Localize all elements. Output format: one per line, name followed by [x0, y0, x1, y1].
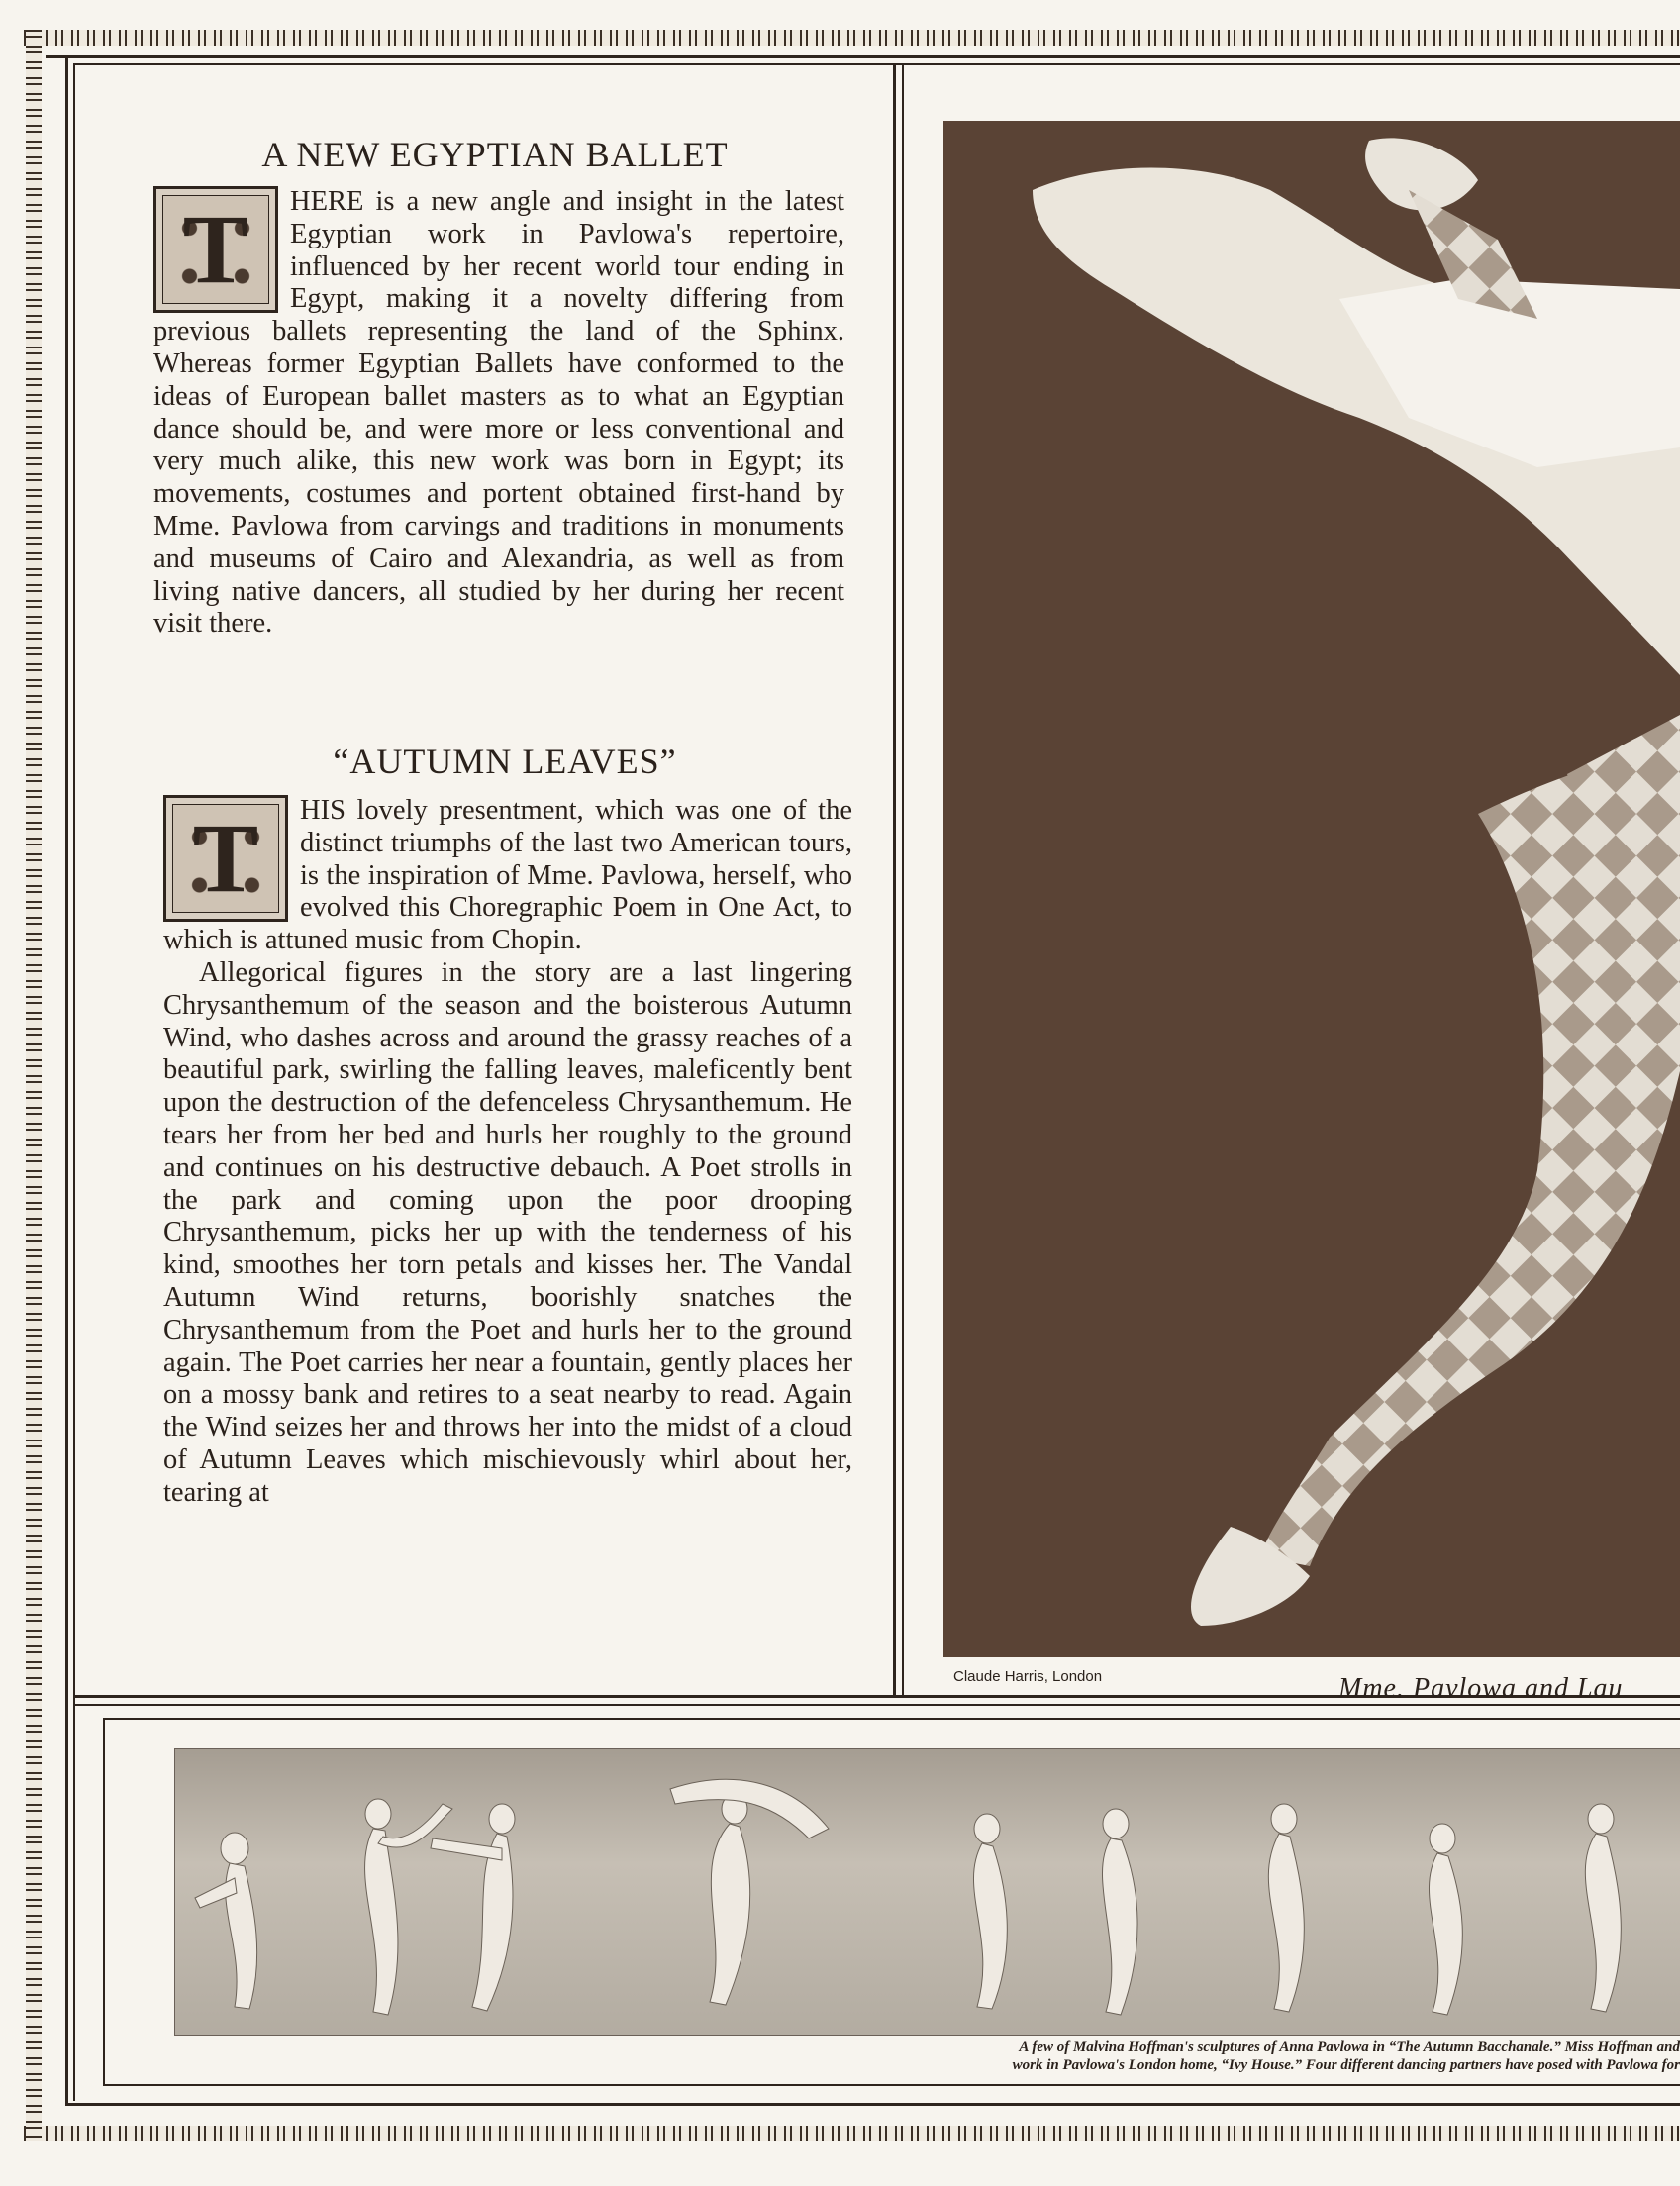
outer-frame-left-rule	[65, 55, 68, 2105]
dropcap-letter: T	[182, 194, 249, 304]
left-border	[26, 30, 42, 2141]
outer-frame-top-rule	[46, 55, 1680, 58]
paragraph-autumn-leaves-story: Allegorical figures in the story are a last lingering Chrysanthemum of the season and the boisterous Autumn Wind, who dashes across and around the grassy reaches of a beautiful park, swirling the falling leaves, maleficently bent upon the destruction of the defenceless Chrysanthemum. He tears her from her bed and hurls her roughly to the ground and continues on his destructive debauch. A Poet strolls in the park and coming upon the poor drooping Chrysanthemum, picks her up with the tenderness of his kind, smoothes her torn petals and kisses her. The Vandal Autumn Wind returns, boorishly snatches the Chrysanthemum from the Poet and hurls her to the ground again. The Poet carries her near a fountain, gently places her on a mossy bank and retires to a seat nearby to read. Again the Wind seizes her and throws her into the midst of a cloud of Autumn Leaves which mischievously whirl about her, tearing at	[163, 956, 852, 1508]
section-heading-autumn-leaves: “AUTUMN LEAVES”	[333, 742, 677, 781]
inner-frame-left-rule	[73, 63, 75, 2101]
dropcap-illustration	[163, 795, 288, 922]
paragraph-egyptian-ballet: HERE is a new angle and insight in the latest Egyptian work in Pavlowa's repertoire, influenced by her recent world tour ending in Egypt, making it a novelty differing from previous ballets representing the land of the Sphinx. Whereas former Egyptian Ballets have conformed to the ideas of European ballet masters as to what an Egyptian dance should be, and were more or less conventional and very much alike, this new work was born in Egypt; its movements, costumes and portent obtained first-hand by Mme. Pavlowa from carvings and traditions in monuments and museums of Cairo and Alexandria, as well as from living native dancers, all studied by her during her recent visit there.	[153, 186, 844, 640]
frieze-caption-line-2: work in Pavlowa's London home, “Ivy House.” Four different dancing partners have posed with Pavlowa for	[1012, 2057, 1680, 2073]
inner-frame-top-rule	[73, 63, 1680, 65]
top-border	[24, 30, 1680, 46]
bottom-border	[24, 2126, 1680, 2141]
sculpture-frieze-photograph	[174, 1748, 1680, 2036]
dropcap-illustration	[153, 186, 278, 313]
dropcap-letter: T	[192, 803, 259, 913]
outer-frame-bottom-rule	[65, 2103, 1680, 2106]
frieze-caption-line-1: A few of Malvina Hoffman's sculptures of Anna Pavlowa in “The Autumn Bacchanale.” Miss Hoffman and	[1019, 2039, 1680, 2055]
photo-credit: Claude Harris, London	[953, 1668, 1103, 1685]
frieze-box-left	[103, 1718, 105, 2086]
paragraph-autumn-leaves-intro: HIS lovely presentment, which was one of the distinct triumphs of the last two American tours, is the inspiration of Mme. Pavlowa, herself, who evolved this Choregraphic Poem in One Act, to which is attuned music from Chopin.	[163, 795, 852, 956]
section-heading-egyptian-ballet: A NEW EGYPTIAN BALLET	[261, 135, 729, 174]
column-divider-2	[902, 63, 904, 1697]
column-divider-1	[893, 63, 896, 1697]
article-egyptian-ballet	[153, 186, 844, 641]
dancer-figure-illustration	[943, 121, 1680, 1657]
article-autumn-leaves	[163, 795, 852, 1510]
dancer-photograph	[943, 121, 1680, 1657]
photo-caption: Mme. Pavlowa and Lau	[1338, 1673, 1624, 1704]
frieze-box-top	[103, 1718, 1680, 1720]
frieze-dancers-illustration	[175, 1749, 1680, 2035]
frieze-box-bottom	[103, 2084, 1680, 2086]
